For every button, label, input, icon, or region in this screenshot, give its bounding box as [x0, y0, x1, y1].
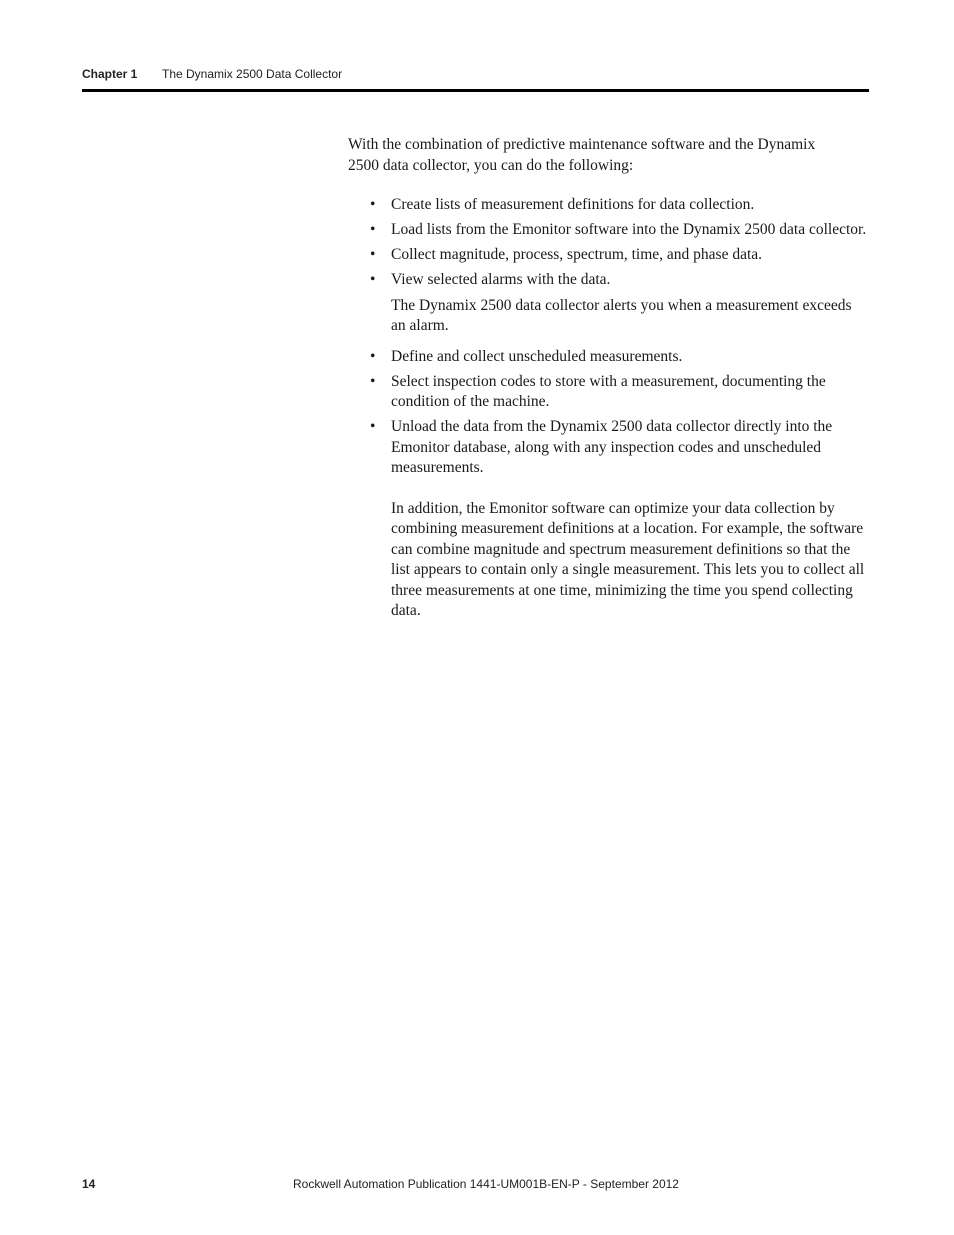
bullet-icon: •: [370, 418, 376, 435]
bullet-icon: •: [370, 246, 376, 263]
publication-info: Rockwell Automation Publication 1441-UM001B-EN-P - September 2012: [293, 1177, 679, 1191]
bullet-icon: •: [370, 221, 376, 238]
addition-paragraph: In addition, the Emonitor software can optimize your data collection by combining measurement definitions at a location. For example, the software can combine magnitude and spectrum measurement definitions so that the list appears to contain only a single measurement. This lets you to collect all three measurements at one time, minimizing the time you spend collecting data.: [391, 499, 865, 619]
body-content: [348, 135, 868, 632]
chapter-label: Chapter 1: [82, 67, 138, 81]
list-item: • Select inspection codes to store with a measurement, documenting the condition of the machine.: [370, 372, 826, 410]
alarm-note: The Dynamix 2500 data collector alerts you when a measurement exceeds an alarm.: [391, 296, 852, 334]
list-item: • Collect magnitude, process, spectrum, time, and phase data.: [348, 245, 868, 266]
feature-list-2: [348, 347, 868, 479]
header-rule: [82, 89, 869, 92]
list-item: • Load lists from the Emonitor software into the Dynamix 2500 data collector.: [348, 220, 868, 241]
feature-list-1: [348, 195, 868, 291]
bullet-icon: •: [370, 372, 376, 390]
list-item: • Create lists of measurement definitions for data collection.: [348, 195, 868, 216]
bullet-icon: •: [370, 347, 376, 365]
intro-paragraph: With the combination of predictive maintenance software and the Dynamix 2500 data collector, you can do the following:: [348, 136, 816, 174]
list-item: • Unload the data from the Dynamix 2500 data collector directly into the Emonitor database, along with any inspection codes and unscheduled measurements.: [370, 418, 833, 476]
bullet-icon: •: [370, 196, 376, 213]
list-item: • Define and collect unscheduled measurements.: [348, 347, 868, 368]
list-item: • View selected alarms with the data.: [348, 270, 868, 291]
page-number: 14: [82, 1177, 96, 1191]
bullet-icon: •: [370, 271, 376, 288]
chapter-title: The Dynamix 2500 Data Collector: [162, 67, 343, 81]
